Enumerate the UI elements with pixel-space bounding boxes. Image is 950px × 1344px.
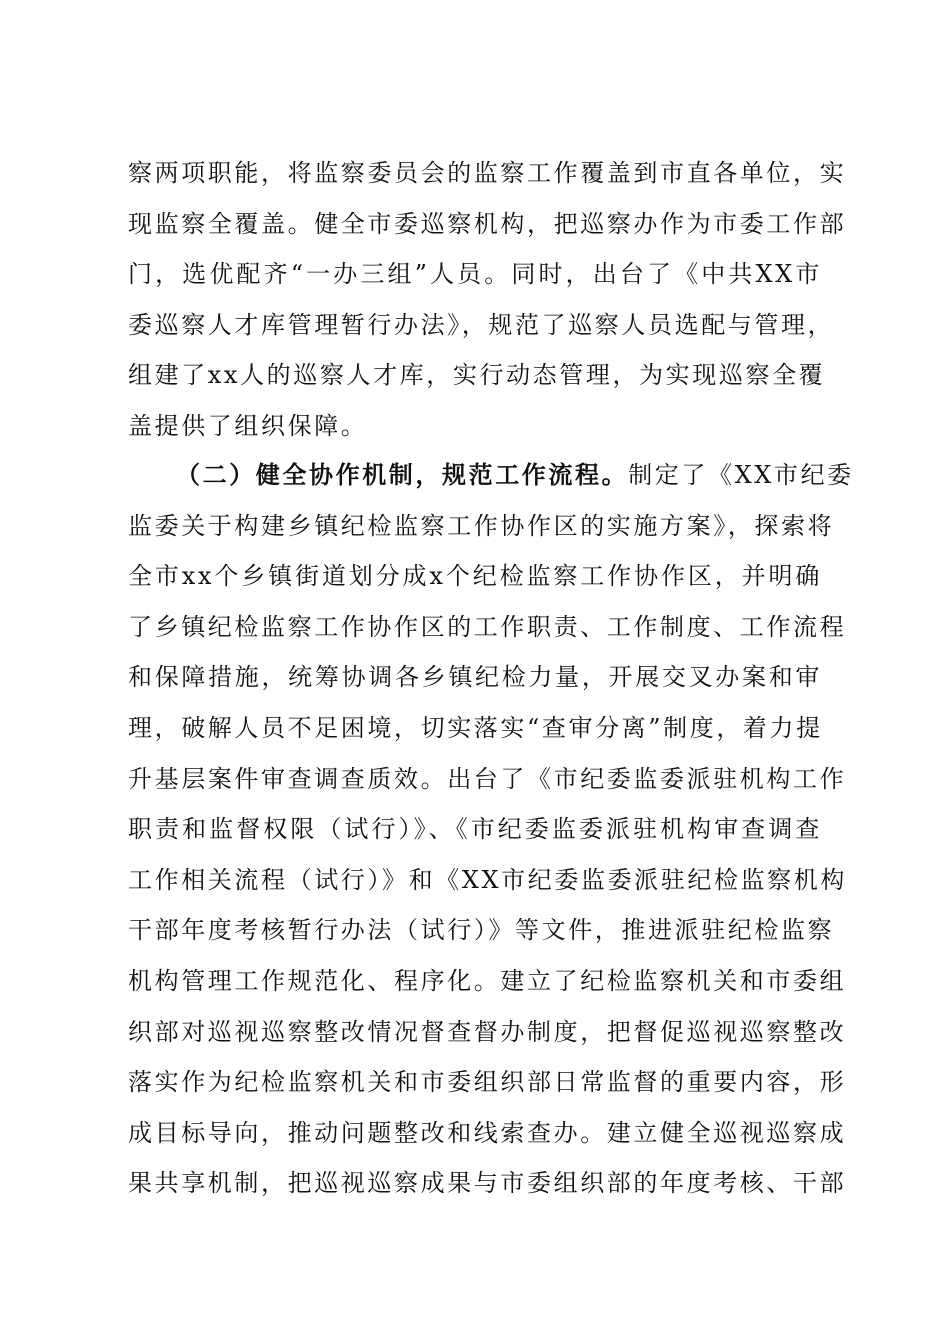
text-line: 全市xx个乡镇街道划分成x个纪检监察工作协作区，并明确 xyxy=(128,562,822,591)
text-line: 察两项职能，将监察委员会的监察工作覆盖到市直各单位，实 xyxy=(128,159,847,187)
text-line: 干部年度考核暂行办法（试行）》等文件，推进派驻纪检监察 xyxy=(128,916,835,945)
text-line: 理，破解人员不足困境，切实落实“查审分离”制度，着力提 xyxy=(128,713,823,742)
text-line: 现监察全覆盖。健全市委巡察机构，把巡察办作为市委工作部 xyxy=(128,209,847,238)
text-line: 织部对巡视巡察整改情况督查督办制度，把督促巡视巡察整改 xyxy=(128,1017,847,1046)
text-line: 组建了xx人的巡察人才库，实行动态管理，为实现巡察全覆 xyxy=(128,361,826,390)
paragraph-first-line xyxy=(128,450,854,501)
text-line: 果共享机制，把巡视巡察成果与市委组织部的年度考核、干部 xyxy=(128,1169,847,1198)
text-segment: 制定了《XX市纪委 xyxy=(628,461,854,489)
paragraph-collaboration-mechanism xyxy=(128,450,854,1209)
text-line: 升基层案件审查调查质效。出台了《市纪委监委派驻机构工作 xyxy=(128,764,847,793)
text-line: 了乡镇纪检监察工作协作区的工作职责、工作制度、工作流程 xyxy=(128,612,847,641)
text-line: 委巡察人才库管理暂行办法》，规范了巡察人员选配与管理， xyxy=(128,310,835,339)
text-line: 监委关于构建乡镇纪检监察工作协作区的实施方案》，探索将 xyxy=(128,511,835,540)
text-line: 和保障措施，统筹协调各乡镇纪检力量，开展交叉办案和审 xyxy=(128,663,822,692)
text-line: 门，选优配齐“一办三组”人员。同时，出台了《中共XX市 xyxy=(128,260,822,289)
paragraph-supervision-coverage xyxy=(128,148,847,452)
section-heading: （二）健全协作机制，规范工作流程。 xyxy=(176,460,629,489)
text-line: 工作相关流程（试行）》和《XX市纪委监委派驻纪检监察机构 xyxy=(128,865,847,894)
text-line: 盖提供了组织保障。 xyxy=(128,411,368,440)
text-line: 落实作为纪检监察机关和市委组织部日常监督的重要内容，形 xyxy=(128,1068,847,1097)
text-line: 机构管理工作规范化、程序化。建立了纪检监察机关和市委组 xyxy=(128,966,847,995)
text-line: 成目标导向，推动问题整改和线索查办。建立健全巡视巡察成 xyxy=(128,1118,847,1147)
text-line: 职责和监督权限（试行）》、《市纪委监委派驻机构审查调查 xyxy=(128,815,822,844)
